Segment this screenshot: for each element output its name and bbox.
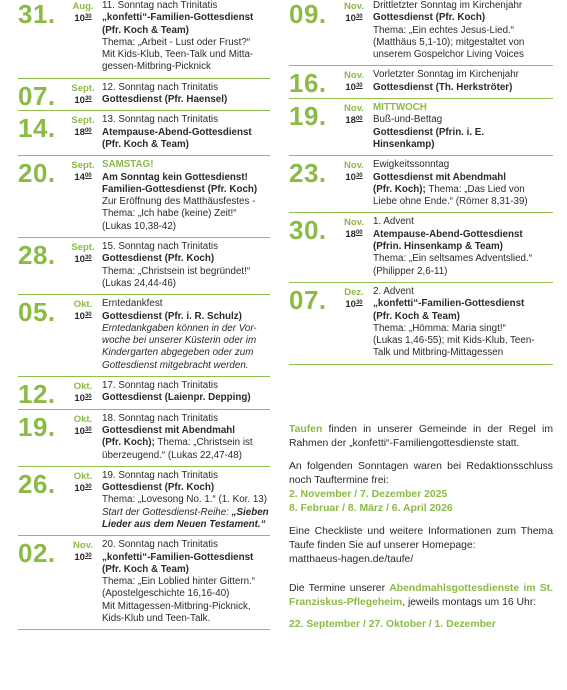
service-detail-line: (Lukas 24,44-46) <box>102 277 177 289</box>
service-meta <box>336 287 372 310</box>
service-meta <box>65 115 101 138</box>
service-detail-line: Gottesdienst mit Abendmahl <box>102 424 235 436</box>
service-detail-line: 12. Sonntag nach Trinitatis <box>102 81 219 93</box>
service-time-minutes: 30 <box>355 14 363 20</box>
service-time <box>65 253 101 265</box>
service-month: Nov. <box>344 70 364 82</box>
service-month: Dez. <box>344 286 364 298</box>
service-day: 23. <box>289 158 327 189</box>
services-left-column <box>18 0 270 630</box>
service-meta <box>336 103 372 126</box>
service-meta <box>65 540 101 563</box>
service-time <box>336 228 372 240</box>
service-detail-line: Zur Eröffnung des Matthäusfestes - <box>102 196 256 208</box>
service-time-hour: 18 <box>74 127 85 139</box>
service-time-hour: 10 <box>74 254 85 266</box>
service-month: Okt. <box>73 381 93 393</box>
service-day: 31. <box>18 0 56 29</box>
service-meta <box>65 381 101 404</box>
service-details <box>102 114 270 151</box>
service-time-hour: 14 <box>74 172 85 184</box>
service-time <box>65 94 101 106</box>
service-detail-line: Gottesdienst (Pfrin. i. E. <box>373 126 485 138</box>
service-month: Sept. <box>71 82 95 94</box>
service-detail-line: „konfetti“-Familien-Gottesdienst <box>373 298 525 310</box>
service-detail-line: Ewigkeitssonntag <box>373 159 450 171</box>
service-detail-line: Start der Gottesdienst-Reihe: „Sieben <box>102 506 269 518</box>
service-meta <box>65 160 101 183</box>
service-time-minutes: 30 <box>355 173 363 180</box>
service-entry <box>18 536 270 630</box>
service-day: 16. <box>289 68 327 99</box>
service-time-minutes: 00 <box>355 116 363 123</box>
service-month: Okt. <box>73 299 93 311</box>
service-month: Nov. <box>73 540 93 552</box>
baptism-dates-2025: 2. November / 7. Dezember 2025 <box>289 489 448 500</box>
service-detail-line: Thema: „Lovesong No. 1.“ (1. Kor. 13) <box>102 494 267 506</box>
service-time-hour: 10 <box>345 172 356 184</box>
service-time-hour: 10 <box>74 94 85 106</box>
service-time-hour: 18 <box>345 115 356 127</box>
service-entry <box>289 99 553 156</box>
service-detail-line: Mit Kids-Klub, Teen-Talk und Mitta- <box>102 49 254 61</box>
service-day: 20. <box>18 158 56 189</box>
service-detail-line: 18. Sonntag nach Trinitatis <box>102 412 219 424</box>
service-details <box>102 380 270 405</box>
service-time-minutes: 30 <box>84 95 92 102</box>
service-time-minutes: 30 <box>84 14 92 20</box>
service-time <box>336 298 372 310</box>
service-detail-line: Thema: „Christsein ist begründet!“ <box>102 265 251 277</box>
service-detail-line: gessen-Mitbring-Picknick <box>102 61 211 73</box>
service-detail-line: woche bei unserer Küsterin oder im <box>102 335 257 347</box>
service-time <box>336 81 372 93</box>
service-entry <box>289 0 553 66</box>
service-time <box>65 310 101 322</box>
service-detail-line: Thema: „Ein echtes Jesus-Lied.“ <box>373 24 515 36</box>
service-time-hour: 10 <box>74 425 85 437</box>
service-time-hour: 18 <box>345 229 356 241</box>
service-entry <box>18 238 270 295</box>
service-detail-line: 11. Sonntag nach Trinitatis <box>102 0 218 11</box>
service-detail-line: MITTWOCH <box>373 102 427 114</box>
service-detail-line: Am Sonntag kein Gottesdienst! <box>102 171 248 183</box>
service-time-hour: 10 <box>345 13 356 24</box>
service-detail-line: (Pfrin. Hinsenkamp & Team) <box>373 241 503 253</box>
service-entry <box>289 66 553 99</box>
service-detail-line: Buß-und-Bettag <box>373 114 443 126</box>
service-time-minutes: 00 <box>84 173 92 180</box>
service-time-minutes: 30 <box>355 299 363 306</box>
service-detail-line: 13. Sonntag nach Trinitatis <box>102 114 219 126</box>
service-detail-line: Gottesdienst (Laienpr. Depping) <box>102 392 251 404</box>
service-time-minutes: 00 <box>84 128 92 135</box>
service-detail-line: Familien-Gottesdienst (Pfr. Koch) <box>102 183 258 195</box>
service-time-minutes: 30 <box>84 394 92 401</box>
service-detail-line: Drittletzter Sonntag im Kirchenjahr <box>373 0 523 11</box>
service-entry <box>18 410 270 467</box>
service-detail-line: (Pfr. Koch); Thema: „Das Lied von <box>373 183 525 195</box>
service-month: Sept. <box>71 242 95 254</box>
service-details <box>102 0 270 74</box>
service-meta <box>65 242 101 265</box>
service-details <box>373 159 553 208</box>
service-detail-line: SAMSTAG! <box>102 159 154 171</box>
service-time <box>65 551 101 563</box>
service-detail-line: Thema: „Ich habe (keine) Zeit!“ <box>102 208 237 220</box>
service-time <box>65 12 101 24</box>
service-time-hour: 10 <box>345 82 356 94</box>
service-details <box>102 413 270 462</box>
service-detail-line: Thema: „Hömma: Maria singt!“ <box>373 322 506 334</box>
service-day: 30. <box>289 215 327 246</box>
service-details <box>373 286 553 360</box>
service-day: 07. <box>289 284 327 315</box>
service-time-hour: 10 <box>74 552 85 564</box>
service-time-hour: 10 <box>345 298 356 310</box>
service-meta <box>65 299 101 322</box>
service-time <box>65 425 101 437</box>
service-time-minutes: 30 <box>355 83 363 90</box>
service-details <box>102 159 270 233</box>
service-month: Nov. <box>344 160 364 172</box>
services-right-column <box>289 0 553 365</box>
homepage-link[interactable]: matthaeus-hagen.de/taufe/ <box>289 554 414 565</box>
service-month: Nov. <box>344 103 364 115</box>
service-detail-line: 19. Sonntag nach Trinitatis <box>102 469 219 481</box>
service-detail-line: Atempause-Abend-Gottesdienst <box>373 228 523 240</box>
service-time-hour: 10 <box>74 13 85 24</box>
service-time-hour: 10 <box>74 311 85 323</box>
service-detail-line: (Pfr. Koch & Team) <box>373 310 460 322</box>
service-details <box>373 216 553 277</box>
service-detail-line: Erntedankgaben können in der Vor- <box>102 322 257 334</box>
baptism-dates-2026: 8. Februar / 8. März / 6. April 2026 <box>289 503 453 514</box>
service-time <box>65 392 101 404</box>
service-detail-line: Thema: „Ein seltsames Adventslied.“ <box>373 253 532 265</box>
communion-keyword: Abendmahlsgottesdienste im St. Franziskus-Pflegeheim <box>289 583 553 608</box>
service-detail-line: (Lukas 10,38-42) <box>102 220 177 232</box>
service-details <box>373 0 553 61</box>
service-month: Aug. <box>72 1 94 12</box>
service-time-minutes: 30 <box>84 255 92 262</box>
service-day: 26. <box>18 468 56 499</box>
service-details <box>102 82 270 107</box>
service-meta <box>65 1 101 24</box>
checklist-paragraph <box>289 525 553 567</box>
service-detail-line: 17. Sonntag nach Trinitatis <box>102 380 219 392</box>
baptism-paragraph <box>289 423 553 451</box>
service-entry <box>289 156 553 213</box>
service-month: Sept. <box>71 115 95 127</box>
service-details <box>102 539 270 625</box>
service-detail-line: (Pfr. Koch & Team) <box>102 138 189 150</box>
service-entry <box>289 283 553 365</box>
service-detail-line: überzeugend.“ (Lukas 22,47-48) <box>102 449 242 461</box>
service-entry <box>18 377 270 410</box>
service-time-minutes: 00 <box>355 230 363 237</box>
baptism-dates-intro: An folgenden Sonntagen waren bei Redaktionsschluss noch Tauftermine frei: <box>289 461 553 486</box>
service-entry <box>18 295 270 377</box>
service-meta <box>65 414 101 437</box>
baptism-text: finden in unserer Gemeinde in der Regel im Rahmen der „konfetti“-Familiengottesdienste statt. <box>289 424 553 449</box>
service-detail-line: Mit Mittagessen-Mitbring-Picknick, <box>102 600 251 612</box>
baptism-keyword: Taufen <box>289 424 323 435</box>
service-time <box>336 12 372 24</box>
service-meta <box>65 83 101 106</box>
service-day: 14. <box>18 113 56 144</box>
service-meta <box>336 70 372 93</box>
service-detail-line: Gottesdienst mitgebracht werden. <box>102 359 249 371</box>
service-entry <box>18 79 270 112</box>
service-details <box>373 69 553 94</box>
service-time-minutes: 30 <box>84 483 92 490</box>
communion-dates: 22. September / 27. Oktober / 1. Dezember <box>289 619 496 630</box>
service-day: 02. <box>18 538 56 569</box>
service-detail-line: Gottesdienst (Pfr. i. R. Schulz) <box>102 310 242 322</box>
service-detail-line: Erntedankfest <box>102 298 163 310</box>
service-meta <box>336 160 372 183</box>
communion-text-1: Die Termine unserer <box>289 583 390 594</box>
service-detail-line: Vorletzter Sonntag im Kirchenjahr <box>373 69 519 81</box>
service-time <box>336 171 372 183</box>
service-detail-line: (Philipper 2,6-11) <box>373 265 448 277</box>
service-entry <box>18 0 270 79</box>
service-time <box>65 126 101 138</box>
service-time-hour: 10 <box>74 482 85 494</box>
checklist-text: Eine Checkliste und weitere Informationen zum Thema Taufe finden Sie auf unserer Homepage: <box>289 526 553 551</box>
service-detail-line: „konfetti“-Familien-Gottesdienst <box>102 551 254 563</box>
service-day: 19. <box>18 411 56 442</box>
service-detail-line: Thema: „Arbeit - Lust oder Frust?“ <box>102 36 251 48</box>
service-detail-line: 20. Sonntag nach Trinitatis <box>102 539 219 551</box>
service-entry <box>18 467 270 536</box>
service-meta <box>65 471 101 494</box>
service-day: 28. <box>18 240 56 271</box>
service-time-minutes: 30 <box>84 426 92 433</box>
service-time-minutes: 30 <box>84 312 92 319</box>
service-meta <box>336 217 372 240</box>
service-month: Nov. <box>344 217 364 229</box>
service-details <box>102 298 270 372</box>
service-time <box>65 482 101 494</box>
service-details <box>102 241 270 290</box>
service-details <box>373 102 553 151</box>
service-time <box>336 114 372 126</box>
service-month: Okt. <box>73 413 93 425</box>
service-detail-line: (Matthäus 5,1-10); mitgestaltet von <box>373 36 525 48</box>
service-detail-line: (Lukas 1,46-55); mit Kids-Klub, Teen- <box>373 335 535 347</box>
service-day: 05. <box>18 297 56 328</box>
service-day: 09. <box>289 0 327 29</box>
service-entry <box>18 111 270 156</box>
service-detail-line: Lieder aus dem Neuen Testament.“ <box>102 518 266 530</box>
service-detail-line: (Pfr. Koch & Team) <box>102 563 189 575</box>
service-detail-line: Gottesdienst (Pfr. Haensel) <box>102 94 228 106</box>
baptism-dates-paragraph <box>289 460 553 516</box>
service-detail-line: 2. Advent <box>373 285 414 297</box>
service-detail-line: Atempause-Abend-Gottesdienst <box>102 126 252 138</box>
service-detail-line: Gottesdienst mit Abendmahl <box>373 171 506 183</box>
service-detail-line: Talk und Mitbring-Mittagessen <box>373 347 504 359</box>
service-time <box>65 171 101 183</box>
service-day: 12. <box>18 379 56 410</box>
service-detail-line: „konfetti“-Familien-Gottesdienst <box>102 12 254 24</box>
service-day: 07. <box>18 80 56 111</box>
service-detail-line: (Pfr. Koch & Team) <box>102 24 189 36</box>
service-day: 19. <box>289 101 327 132</box>
service-detail-line: Gottesdienst (Th. Herkströter) <box>373 81 513 93</box>
service-detail-line: 1. Advent <box>373 216 414 228</box>
service-month: Okt. <box>73 470 93 482</box>
service-detail-line: (Apostelgeschichte 16,16-40) <box>102 588 230 600</box>
communion-paragraph <box>289 582 553 610</box>
communion-text-2: , jeweils montags um 16 Uhr: <box>402 597 537 608</box>
service-detail-line: unserem Gospelchor Living Voices <box>373 49 524 61</box>
service-month: Nov. <box>344 1 364 12</box>
service-detail-line: (Pfr. Koch); Thema: „Christsein ist <box>102 437 253 449</box>
service-detail-line: Kids-Klub und Teen-Talk. <box>102 613 211 625</box>
service-detail-line: Kindergarten abgegeben oder zum <box>102 347 254 359</box>
service-entry <box>289 213 553 282</box>
service-detail-line: Liebe ohne Ende.“ (Römer 8,31-39) <box>373 196 528 208</box>
service-detail-line: Gottesdienst (Pfr. Koch) <box>102 482 215 494</box>
service-time-minutes: 30 <box>84 553 92 560</box>
service-month: Sept. <box>71 160 95 172</box>
service-meta <box>336 1 372 24</box>
service-detail-line: 15. Sonntag nach Trinitatis <box>102 241 219 253</box>
service-time-hour: 10 <box>74 393 85 405</box>
service-detail-line: Gottesdienst (Pfr. Koch) <box>373 12 486 24</box>
service-details <box>102 470 270 531</box>
communion-dates-paragraph <box>289 618 553 632</box>
service-detail-line: Hinsenkamp) <box>373 138 435 150</box>
service-detail-line: Thema: „Ein Loblied hinter Gittern.“ <box>102 576 256 588</box>
service-detail-line: Gottesdienst (Pfr. Koch) <box>102 253 215 265</box>
service-entry <box>18 156 270 238</box>
baptism-info <box>289 423 553 632</box>
